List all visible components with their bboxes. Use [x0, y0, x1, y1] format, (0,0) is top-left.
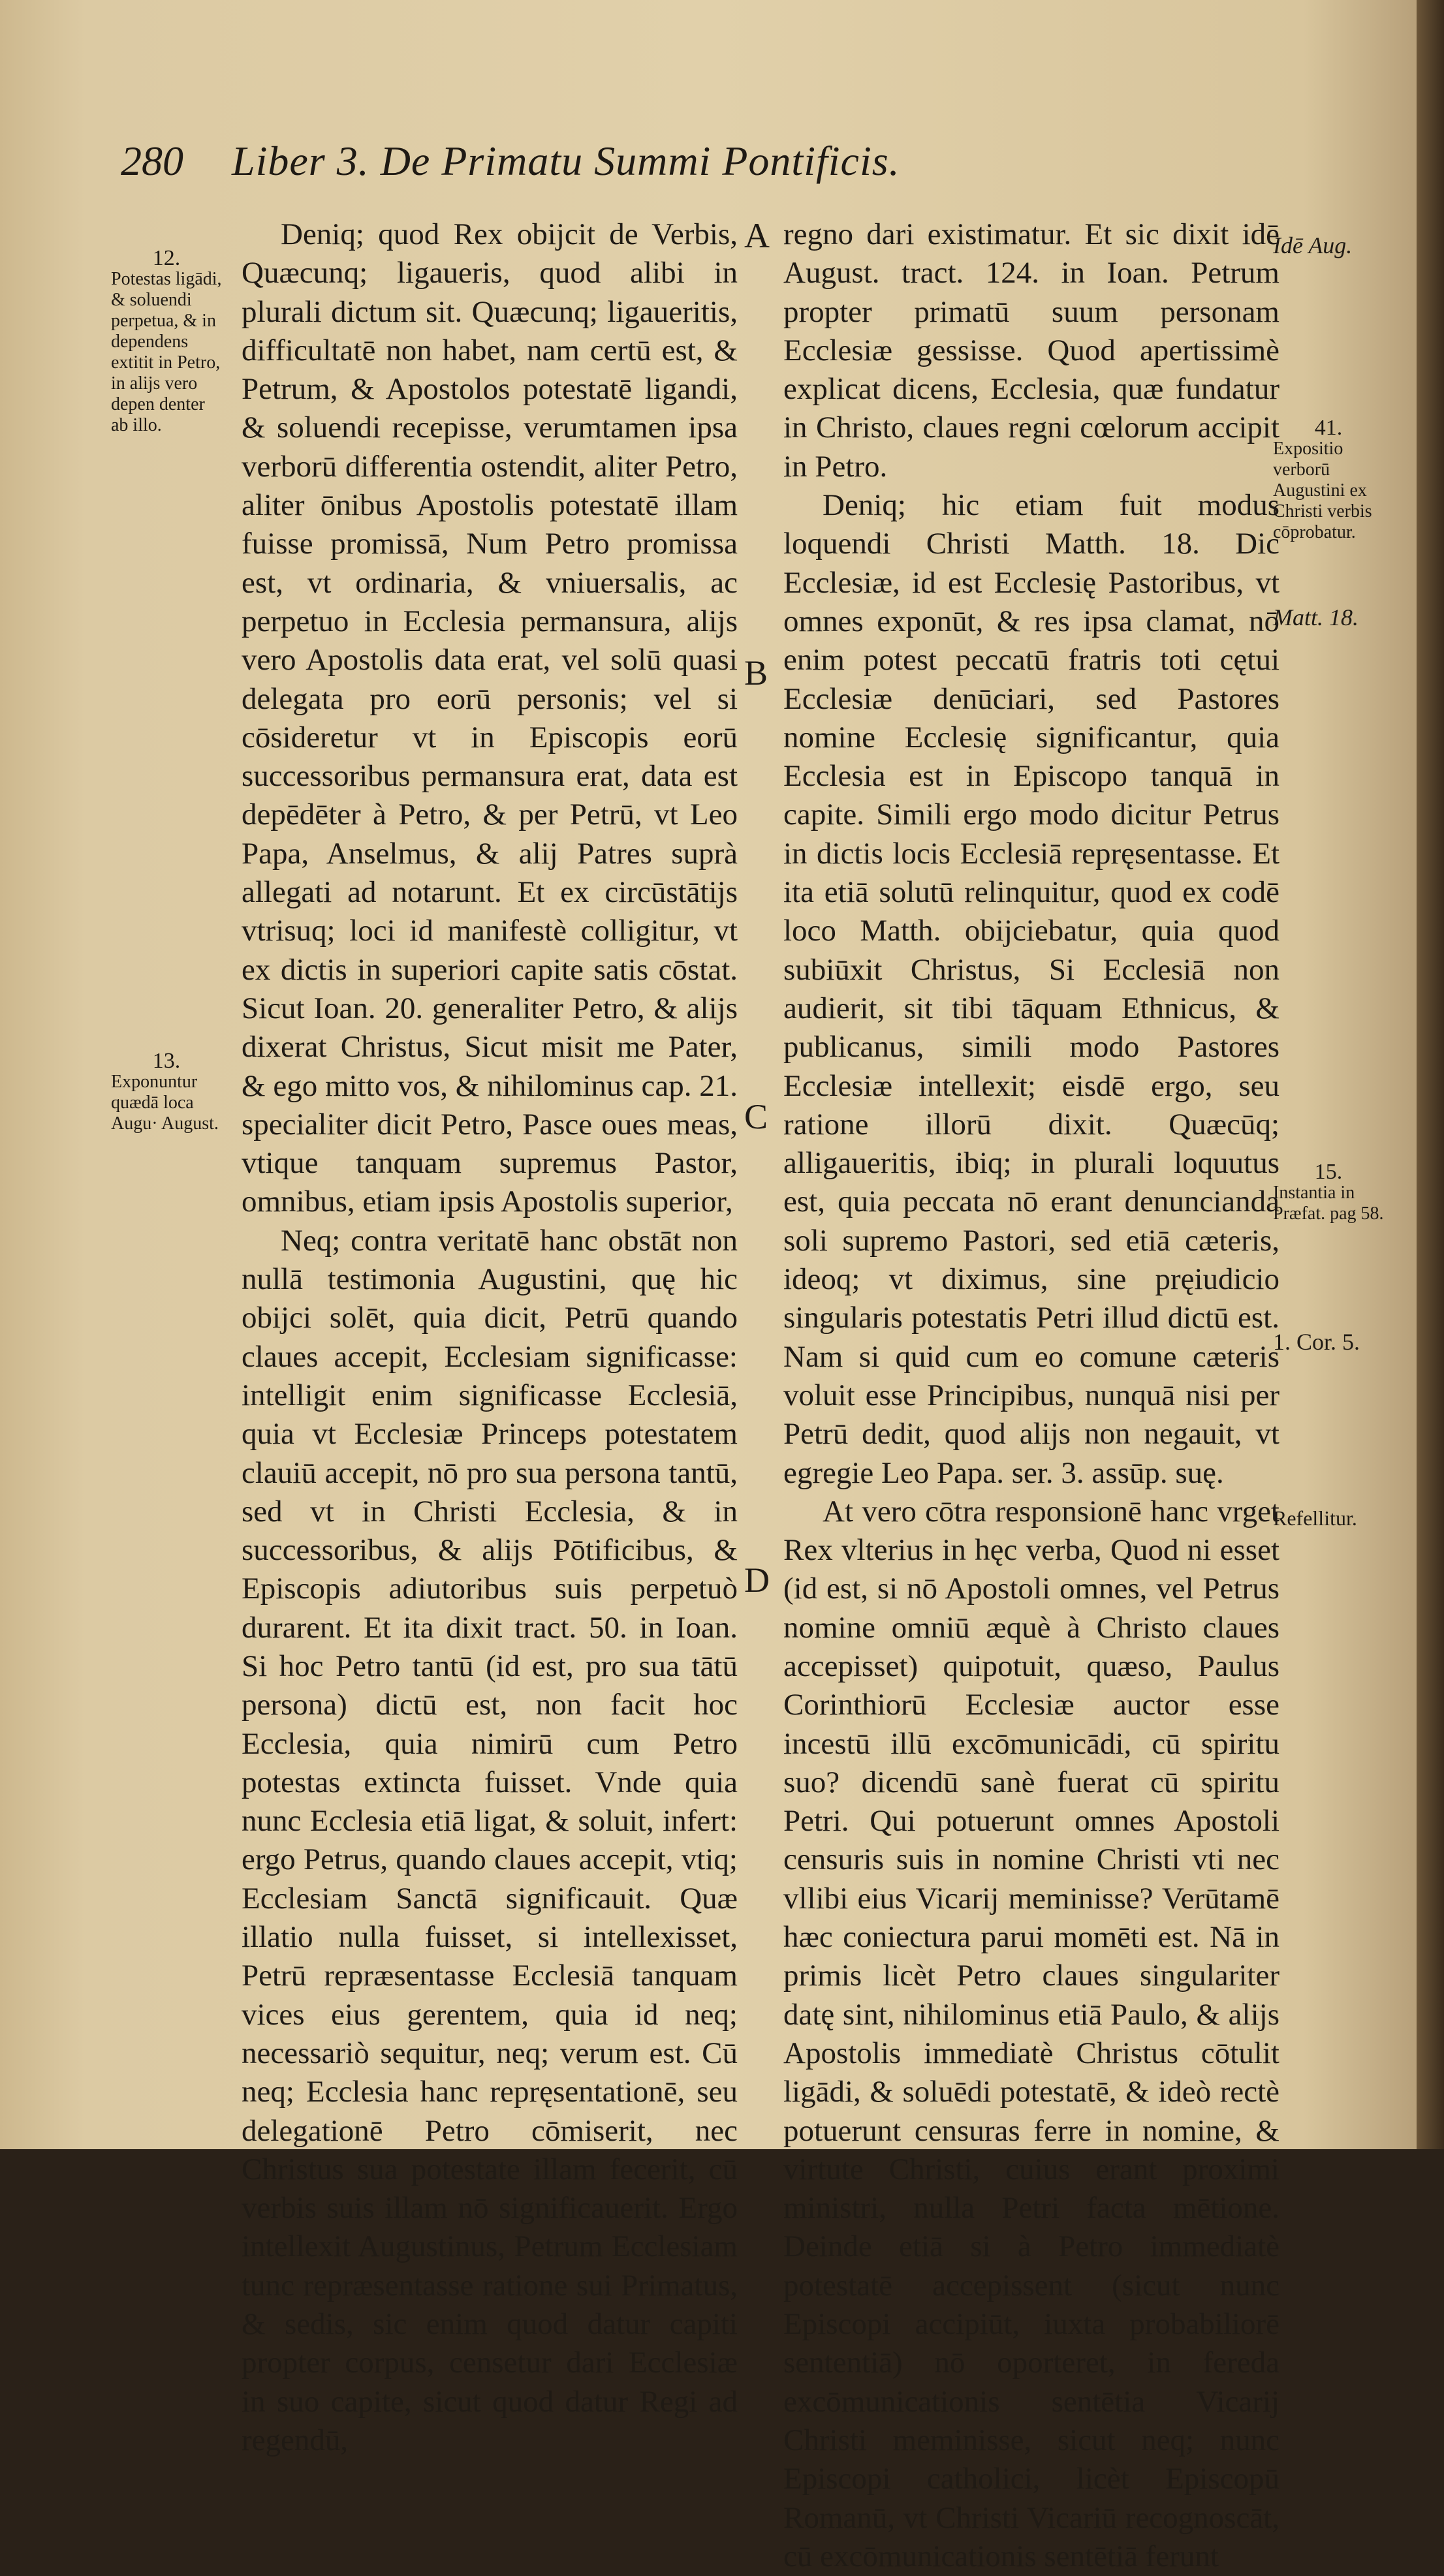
margin-note-text: Idē Aug.	[1273, 232, 1353, 258]
paragraph: Deniq; quod Rex obijcit de Verbis, Quæcunq; ligaueris, quod alibi in plurali dictum sit. Quæcunq; ligaueritis, difficultatē non habet, nam certū est, & Petrum, & Apostolos potestatē ligandi, & soluendi recepisse, verumtamen ipsa verborū differentia ostendit, aliter Petro, aliter ōnibus Apostolis potestatē illam fuisse promissā, Num Petro promissa est, vt ordinaria, & vniuersalis, ac perpetuo in Ecclesia permansura, alijs vero Apostolis data erat, vel solū quasi delegata pro eorū personis; vel si cōsideretur vt in Episcopis eorū successoribus permansura erat, data est depēdēter à Petro, & per Petrū, vt Leo Papa, Anselmus, & alij Patres suprà allegati ad notarunt. Et ex circūstātijs vtrisuq; loci id manifestè colligitur, vt ex dictis in superiori capite satis cōstat. Sicut Ioan. 20. generaliter Petro, & alijs dixerat Christus, Sicut misit me Pater, & ego mitto vos, & nihilominus cap. 21. specialiter dicit Petro, Pasce oues meas, vtique tanquam supremus Pastor, omnibus, etiam ipsis Apostolis superior,	[242, 217, 738, 1219]
margin-note	[1273, 418, 1384, 543]
paragraph: At vero cōtra responsionē hanc vrget Rex vlterius in hęc verba, Quod ni esset (id est, si nō Apostoli omnes, vel Petrus nomine omniū æquè à Christo claues accepisset) quipotuit, quæso, Paulus Corinthiorū Ecclesiæ auctor esse incestū illū excōmunicādi, cū spiritu suo? dicendū sanè fuerat cū spiritu Petri. Qui potuerunt omnes Apostoli censuris suis in nomine Christi vti nec vllibi eius Vicarij meminisse? Verūtamē hæc coniectura parui momēti est. Nā in primis licèt Petro claues singulariter datę sint, nihilominus etiā Paulo, & alijs Apostolis immediatè Christus cōtulit ligādi, & soluēdi potestatē, & ideò rectè potuerunt censuras ferre in nomine, & virtute Christi, cuius erant proximi ministri, nulla Petri facta mētione. Deinde etiā si à Petro immediatè potestatē accepissent (sicut nunc Episcopi accipiūt, iuxta probabiliorē sententiā) nō oporteret, in fereda excōmunicationis sentētia Vicarij Christi meminisse, sicut neq; nunc Episcopi catholici, licèt Episcopū Romanū, vt Christi Vicariū recognoscāt, cū excōmunicationis sentētiā ferunt	[783, 1494, 1279, 2573]
margin-note-number: 41.	[1314, 416, 1343, 440]
section-marker: B	[744, 653, 768, 692]
left-text-column	[242, 215, 738, 2460]
margin-note-number: 15.	[1314, 1160, 1343, 1184]
margin-note-text: Expositio verborū Augustini ex Christi verbis cōprobatur.	[1273, 439, 1372, 542]
running-title: Liber 3. De Primatu Summi Pontificis.	[232, 138, 900, 184]
paragraph: Deniq; hic etiam fuit modus loquendi Christi Matth. 18. Dic Ecclesiæ, id est Ecclesię Pastoribus, vt omnes exponūt, & res ipsa clamat, nō enim potest peccatū fratris toti cętui Ecclesiæ denūciari, sed Pastores nomine Ecclesię significantur, quia Ecclesia est in Episcopo tanquā in capite. Simili ergo modo dicitur Petrus in dictis locis Ecclesiā repręsentasse. Et ita etiā solutū relinquitur, quod ex codē loco Matth. obijciebatur, quia quod subiūxit Christus, Si Ecclesiā non audierit, sit tibi tāquam Ethnicus, & publicanus, simili modo Pastores Ecclesiæ intellexit; eisdē ergo, seu ratione illorū dixit. Quæcūq; alligaueritis, ibiq; in plurali loquutus est, quia peccata nō erant denuncianda soli supremo Pastori, sed etiā cæteris, ideoq; vt diximus, sine pręiudicio singularis potestatis Petri illud dictū est. Nam si quid cum eo comune cæteris voluit esse Principibus, nunquā nisi per Petrū dedit, quod alijs non negauit, vt egregie Leo Papa. ser. 3. assūp. suę.	[783, 488, 1279, 1490]
margin-note-text: Instantia in Præfat. pag 58.	[1273, 1183, 1384, 1224]
margin-note-text: Refellitur.	[1273, 1506, 1357, 1530]
margin-note	[1273, 1162, 1384, 1224]
page-number: 280	[121, 138, 183, 184]
margin-note-number: 13.	[152, 1049, 181, 1073]
section-marker: D	[744, 1560, 770, 1600]
margin-note	[1273, 1508, 1384, 1529]
margin-note	[111, 1051, 222, 1134]
margin-note	[111, 248, 222, 436]
margin-note-text: 1. Cor. 5.	[1273, 1329, 1360, 1355]
margin-note-text: Potestas ligādi, & soluendi perpetua, & in dependens extitit in Petro, in alijs vero depen denter ab illo.	[111, 269, 222, 435]
section-marker: A	[744, 216, 770, 255]
margin-note-text: Exponuntur quædā loca Augu· August.	[111, 1072, 219, 1134]
margin-note	[1273, 232, 1384, 258]
margin-note	[1273, 604, 1384, 630]
section-marker: C	[744, 1097, 768, 1136]
right-text-column	[783, 215, 1279, 2576]
margin-note-number: 12.	[152, 246, 181, 270]
margin-note-text: Matt. 18.	[1273, 604, 1358, 630]
margin-note	[1273, 1329, 1384, 1355]
paragraph: regno dari existimatur. Et sic dixit idē August. tract. 124. in Ioan. Petrum propter primatū suum personam Ecclesiæ gessisse. Quod apertissimè explicat dicens, Ecclesia, quæ fundatur in Christo, claues regni cœlorum accipit in Petro.	[783, 217, 1279, 484]
paragraph: Neq; contra veritatē hanc obstāt non nullā testimonia Augustini, quę hic obijci solēt, quia dicit, Petrū quando claues accepit, Ecclesiam significasse: intelligit enim significasse Ecclesiā, quia vt Ecclesiæ Princeps potestatem clauiū accepit, nō pro sua persona tantū, sed vt in Christi Ecclesia, & in successoribus, & alijs Pōtificibus, & Episcopis adiutoribus suis perpetuò durarent. Et ita dixit tract. 50. in Ioan. Si hoc Petro tantū (id est, pro sua tātū persona) dictū est, non facit hoc Ecclesia, quia nimirū cum Petro potestas extincta fuisset. Vnde quia nunc Ecclesia etiā ligat, & soluit, infert: ergo Petrus, quando claues accepit, vtiq; Ecclesiam Sanctā significauit. Quæ illatio nulla fuisset, si intellexisset, Petrū repræsentasse Ecclesiā tanquam vices eius gerentem, quia id neq; necessariò sequitur, neq; verum est. Cū neq; Ecclesia hanc repręsentationē, seu delegationē Petro cōmiserit, nec Christus sua potestate illam fecerit, cū verbis suis illam nō significauerit. Ergo intellexit Augustinus, Petrum Ecclesiam tunc repræsentasse ratione sui Primatus, & sedis, sic enim quod datur capiti propter corpus, censetur dari Ecclesiæ in suo capite, sicut quod datur Regi ad regendū,	[242, 1223, 738, 2457]
book-edge	[1417, 0, 1444, 2149]
